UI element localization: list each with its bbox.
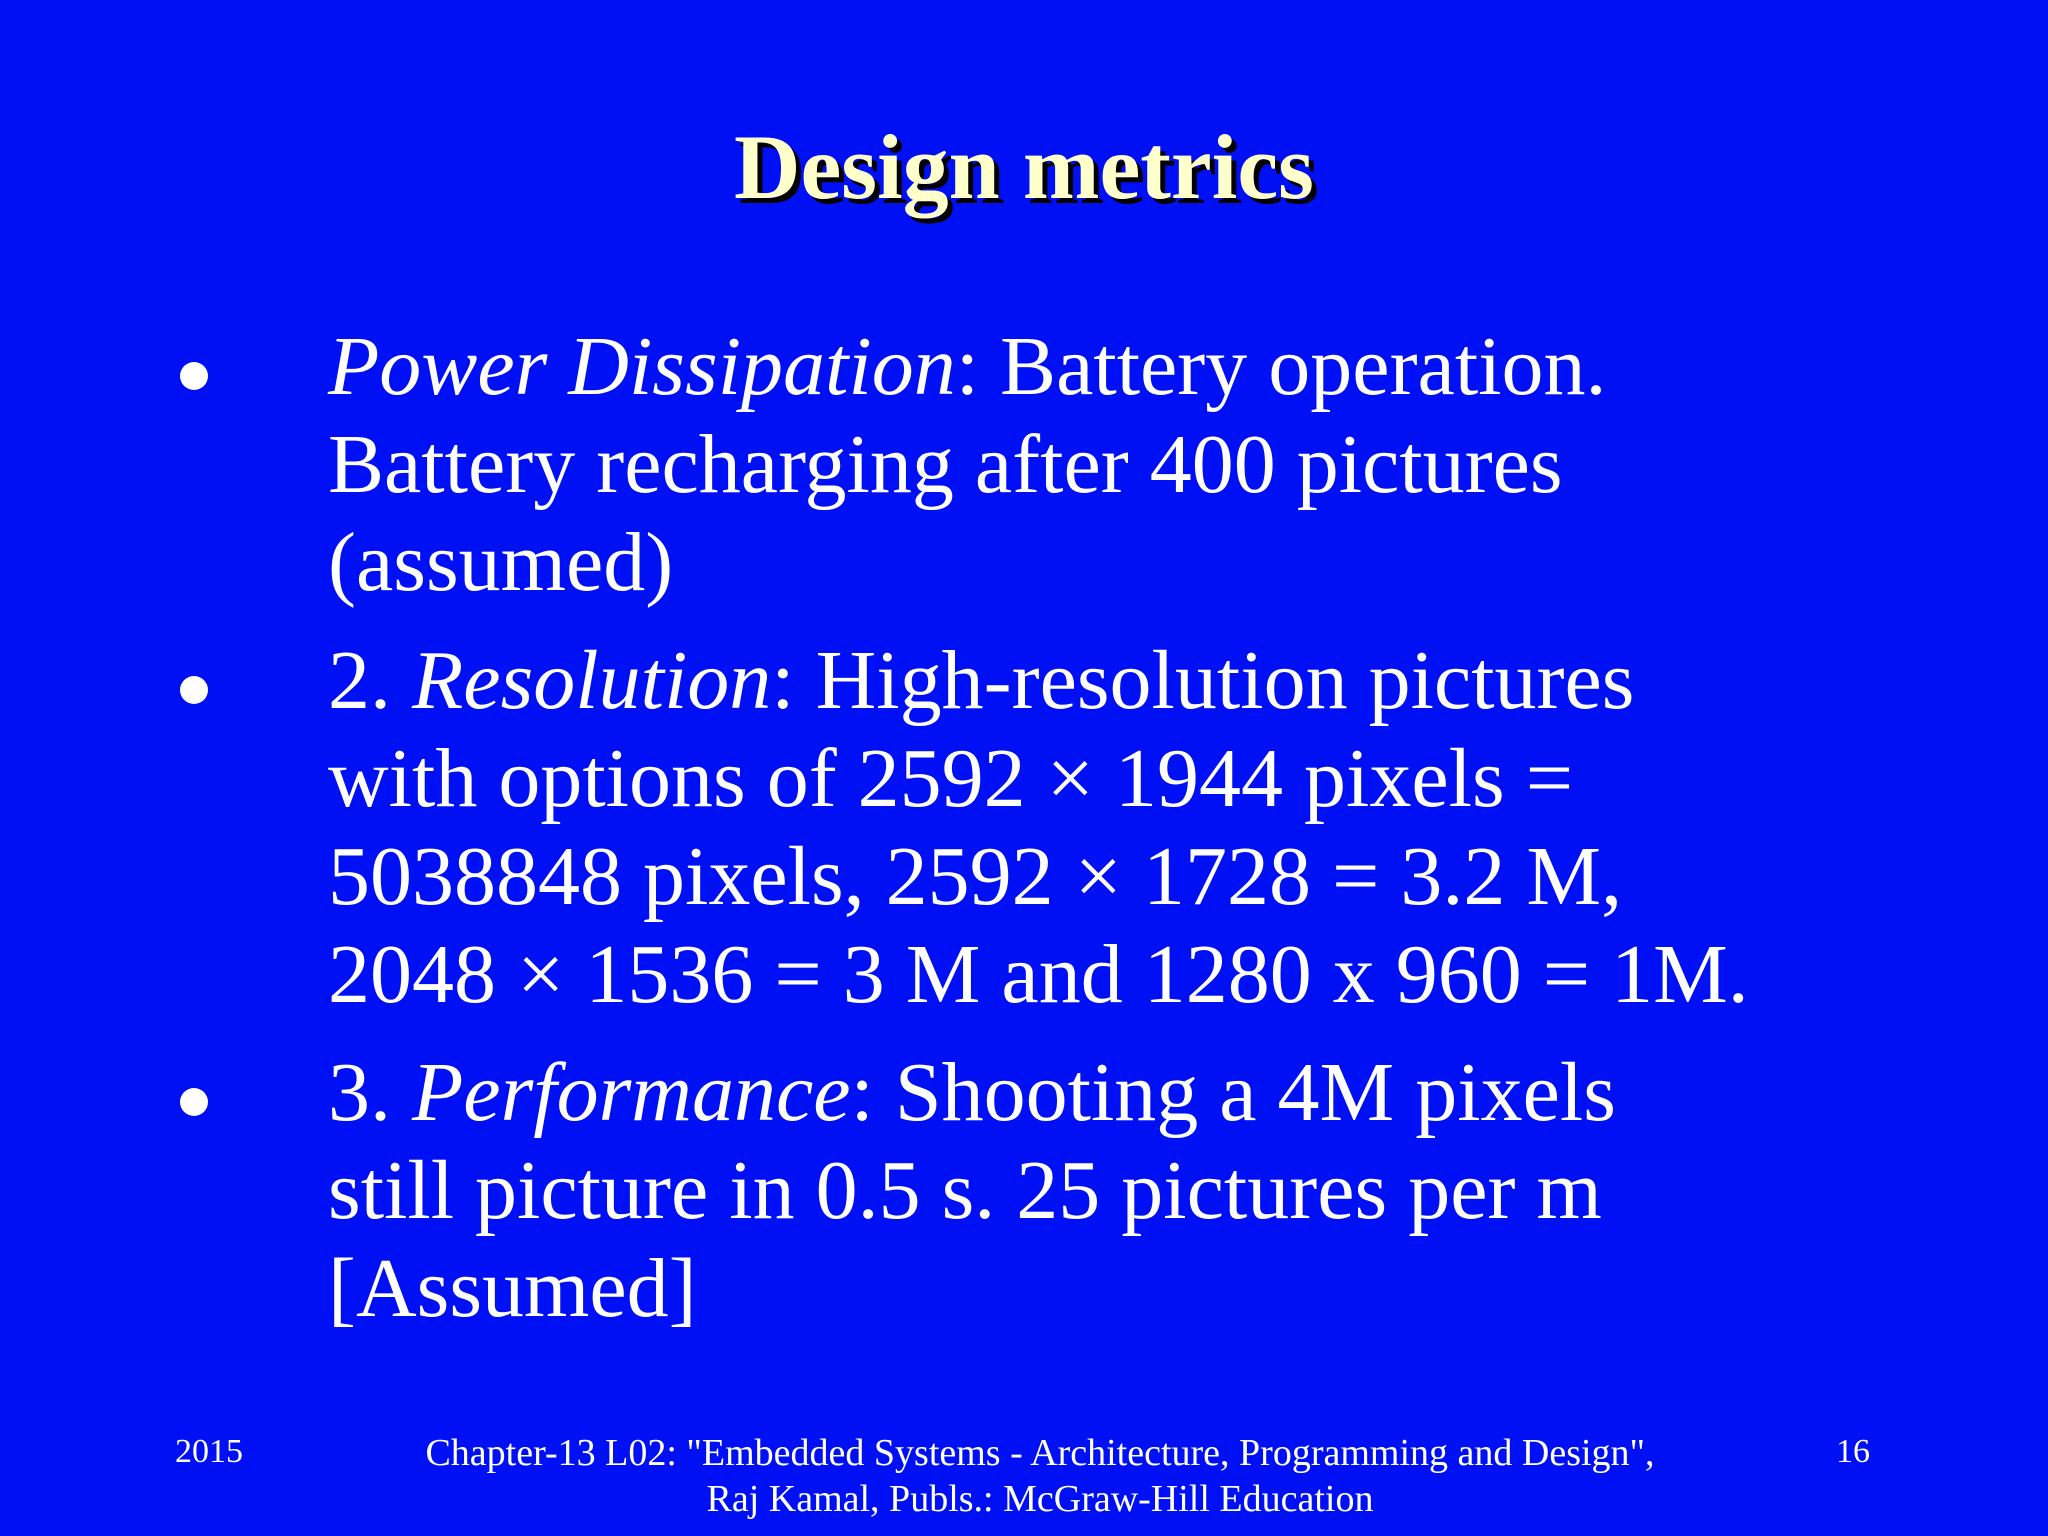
bullet-item-power-dissipation — [328, 318, 1968, 612]
bullet-text: : High-resolution pictures — [771, 634, 1635, 727]
bullet-item-performance — [328, 1044, 1968, 1338]
bullet-label: Performance — [412, 1046, 851, 1139]
bullet-line — [328, 632, 1968, 730]
bullet-continuation-line: (assumed) — [328, 516, 674, 609]
bullet-text: : Battery operation. — [955, 320, 1607, 413]
bullet-line — [328, 1044, 1968, 1142]
slide-title: Design metrics — [734, 116, 1314, 218]
footer-citation-line: Raj Kamal, Publs.: McGraw-Hill Education — [706, 1478, 1374, 1520]
bullet-continuation-line: 5038848 pixels, 2592 × 1728 = 3.2 M, — [328, 830, 1623, 923]
footer-year: 2015 — [175, 1433, 243, 1470]
bullet-continuation-line: with options of 2592 × 1944 pixels = — [328, 732, 1574, 825]
bullet-continuation-line: still picture in 0.5 s. 25 pictures per m — [328, 1144, 1602, 1237]
bullet-text: : Shooting a 4M pixels — [850, 1046, 1616, 1139]
bullet-prefix: 3. — [328, 1046, 412, 1139]
bullet-label: Power Dissipation — [328, 320, 956, 413]
footer-citation-line: Chapter-13 L02: "Embedded Systems - Architecture, Programming and Design", — [425, 1432, 1655, 1474]
bullet-label: Resolution — [412, 634, 772, 727]
bullet-prefix: 2. — [328, 634, 412, 727]
bullet-continuation-line: 2048 × 1536 = 3 M and 1280 x 960 = 1M. — [328, 928, 1749, 1021]
page-number: 16 — [1836, 1433, 1870, 1470]
bullet-line — [328, 318, 1968, 416]
bullet-item-resolution — [328, 632, 1968, 1024]
bullet-dot-icon — [180, 362, 208, 390]
bullet-dot-icon — [180, 1088, 208, 1116]
bullet-dot-icon — [180, 676, 208, 704]
bullet-continuation-line: [Assumed] — [328, 1242, 697, 1335]
footer-citation — [300, 1430, 1780, 1522]
bullet-continuation-line: Battery recharging after 400 pictures — [328, 418, 1563, 511]
